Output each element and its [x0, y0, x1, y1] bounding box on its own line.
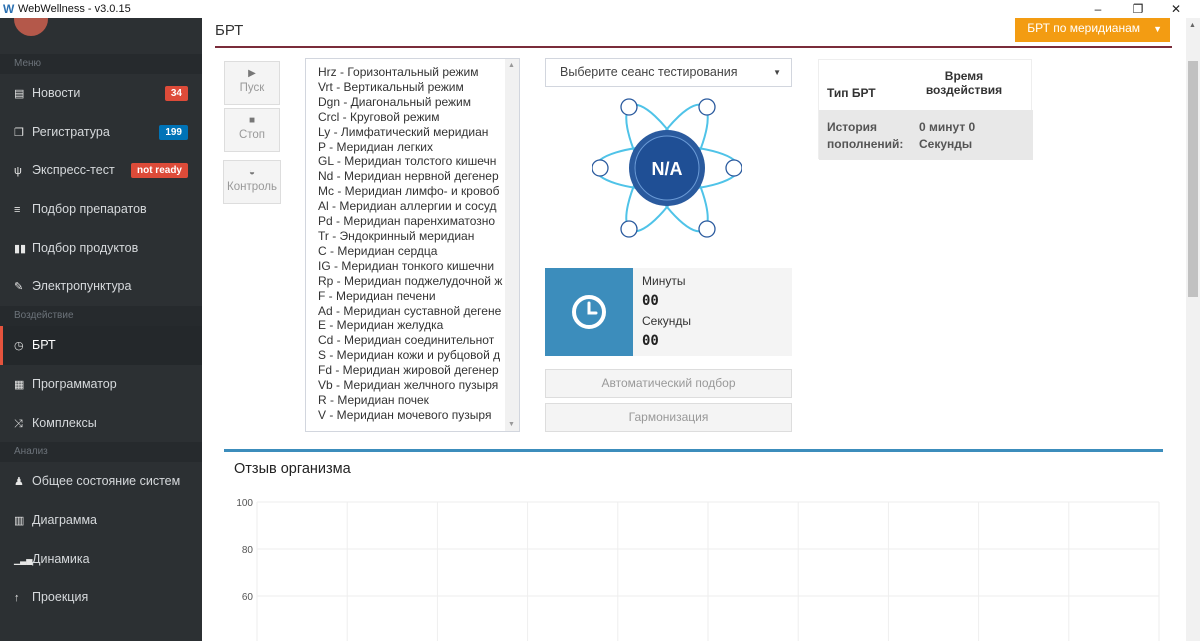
brt-mode-option[interactable]: Vrt - Вертикальный режим: [318, 79, 464, 94]
sidebar-section-menu: Меню: [0, 54, 202, 74]
sidebar-item-label: Новости: [32, 86, 81, 100]
news-count-badge: 34: [165, 86, 188, 101]
response-panel-divider: [224, 449, 1163, 452]
sidebar-item-label: Программатор: [32, 376, 117, 391]
control-button[interactable]: [223, 160, 281, 204]
sidebar-section-analysis: Анализ: [0, 442, 202, 462]
brt-mode-option[interactable]: Cd - Меридиан соединительнот: [318, 333, 495, 348]
brt-mode-option[interactable]: Crcl - Круговой режим: [318, 109, 440, 124]
auto-select-button[interactable]: Автоматический подбор: [545, 369, 792, 398]
stop-icon: ■: [248, 115, 256, 126]
table-header-time-line2: воздействия: [925, 83, 1003, 97]
brt-mode-option[interactable]: GL - Меридиан толстого кишечн: [318, 154, 497, 169]
chart-ytick-label: 100: [236, 498, 253, 509]
sidebar-item-label: Электропунктура: [32, 279, 132, 294]
sidebar-item-electropuncture[interactable]: [0, 267, 202, 306]
atom-electron: [592, 160, 608, 176]
brt-mode-option[interactable]: Pd - Меридиан паренхиматозно: [318, 214, 496, 229]
atom-electron: [726, 160, 742, 176]
brt-info-table: [818, 59, 1032, 159]
atom-electron: [621, 221, 637, 237]
session-select[interactable]: [545, 58, 792, 87]
seconds-value: 00: [642, 333, 659, 349]
sidebar-item-label: Проекция: [32, 590, 89, 605]
not-ready-badge: not ready: [131, 163, 188, 178]
brt-mode-option[interactable]: Mc - Меридиан лимфо- и кровоб: [318, 184, 500, 199]
table-row: [819, 110, 1033, 160]
scroll-up-icon[interactable]: ▲: [508, 62, 515, 69]
signal-icon: ▁▃▅: [14, 555, 33, 565]
shuffle-icon: ⤨: [14, 417, 23, 430]
sidebar-item-drugs[interactable]: [0, 190, 202, 229]
sidebar-header: [0, 18, 202, 54]
brt-mode-option[interactable]: Vb - Меридиан желчного пузыря: [318, 378, 499, 393]
cutlery-icon: ▮▮: [14, 242, 27, 255]
sidebar-item-dynamics[interactable]: [0, 540, 202, 579]
sidebar-item-system-state[interactable]: [0, 462, 202, 501]
minutes-label: Минуты: [642, 274, 686, 288]
app-logo-icon: W: [3, 2, 15, 16]
brt-mode-option[interactable]: IG - Меридиан тонкого кишечни: [318, 258, 495, 273]
brt-mode-option[interactable]: Tr - Эндокринный меридиан: [318, 228, 475, 243]
session-select-value: Выберите сеанс тестирования: [560, 65, 738, 79]
sidebar: [0, 18, 202, 641]
sidebar-item-label: Комплексы: [32, 415, 97, 430]
main-content: [202, 18, 1186, 641]
timer-panel: [545, 268, 792, 356]
table-header-time: [919, 69, 1009, 97]
sidebar-item-label: Подбор препаратов: [32, 202, 147, 217]
page-header: [202, 18, 1186, 46]
response-title: Отзыв организма: [234, 461, 351, 477]
history-value: [919, 119, 975, 153]
brt-mode-option[interactable]: Hrz - Горизонтальный режим: [318, 65, 479, 79]
atom-electron: [699, 99, 715, 115]
avatar[interactable]: [14, 18, 48, 36]
sliders-icon: ≡: [14, 204, 21, 217]
scroll-down-icon[interactable]: ▼: [508, 421, 515, 428]
registry-count-badge: 199: [159, 125, 188, 140]
brt-mode-list: [306, 59, 519, 423]
window-titlebar: [0, 0, 1200, 18]
brt-mode-option[interactable]: Nd - Меридиан нервной дегенер: [318, 169, 499, 184]
scroll-up-icon[interactable]: ▲: [1189, 22, 1196, 29]
brt-mode-option[interactable]: F - Меридиан печени: [318, 288, 436, 303]
brt-mode-option[interactable]: Dgn - Диагональный режим: [318, 94, 472, 109]
sidebar-item-label: Регистратура: [32, 124, 110, 139]
sidebar-item-label: БРТ: [32, 338, 56, 353]
sidebar-item-diagram[interactable]: [0, 501, 202, 540]
close-button[interactable]: ✕: [1170, 2, 1182, 16]
chevron-down-icon: ▼: [1153, 24, 1162, 34]
table-header-time-line1: Время: [944, 69, 984, 83]
sidebar-item-programmer[interactable]: [0, 365, 202, 404]
chart-ytick-label: 80: [241, 545, 253, 556]
sidebar-section-impact: Воздействие: [0, 306, 202, 326]
meridian-mode-dropdown-button[interactable]: [1015, 18, 1170, 42]
atom-label: N/A: [651, 159, 683, 179]
sidebar-item-label: Общее состояние систем: [32, 474, 181, 489]
brt-mode-option[interactable]: P - Меридиан легких: [318, 139, 433, 154]
sidebar-item-label: Экспресс-тест: [32, 163, 115, 178]
sidebar-item-label: Диаграмма: [32, 512, 98, 527]
window-title: WebWellness - v3.0.15: [18, 3, 131, 15]
clock-icon: ◷: [14, 340, 24, 353]
atom-status-icon: [592, 96, 742, 240]
response-chart: [224, 490, 1163, 641]
brt-mode-option[interactable]: Al - Меридиан аллергии и сосуд: [318, 199, 497, 214]
brt-mode-option[interactable]: S - Меридиан кожи и рубцовой д: [318, 348, 501, 363]
sidebar-item-products[interactable]: [0, 229, 202, 268]
atom-electron: [621, 99, 637, 115]
chevron-down-icon: ▼: [773, 68, 781, 77]
meridian-mode-label: БРТ по меридианам: [1027, 21, 1140, 35]
person-icon: ♟: [14, 476, 24, 489]
scrollbar-thumb[interactable]: [1188, 61, 1198, 297]
projection-icon: ↑: [14, 592, 20, 605]
pencil-icon: ✎: [14, 281, 24, 294]
sidebar-item-label: Динамика: [32, 551, 90, 566]
timer-icon-box: [545, 268, 633, 356]
sidebar-item-complexes[interactable]: [0, 404, 202, 443]
restore-button[interactable]: ❐: [1132, 2, 1144, 16]
brt-mode-option[interactable]: C - Меридиан сердца: [318, 243, 438, 258]
express-test-icon: ψ: [14, 165, 22, 178]
newspaper-icon: ▤: [14, 88, 25, 100]
brt-mode-option[interactable]: Ly - Лимфатический меридиан: [318, 124, 489, 139]
history-label: [827, 119, 903, 153]
brt-mode-option[interactable]: Ad - Меридиан суставной дегене: [318, 303, 502, 318]
table-header-type: Тип БРТ: [827, 86, 876, 100]
harmonize-button[interactable]: Гармонизация: [545, 403, 792, 432]
stop-button[interactable]: [224, 108, 280, 152]
stop-label: Стоп: [238, 129, 266, 141]
brt-mode-option[interactable]: V - Меридиан мочевого пузыря: [318, 407, 492, 422]
sidebar-item-registry[interactable]: [0, 113, 202, 152]
calculator-icon: ▦: [14, 378, 25, 391]
registry-icon: ❐: [14, 126, 24, 139]
listbox-scrollbar[interactable]: [505, 59, 519, 431]
header-divider: [215, 46, 1172, 48]
chart-ytick-label: 60: [241, 592, 253, 603]
control-icon: ◒: [248, 167, 256, 178]
bar-chart-icon: ▥: [14, 514, 25, 527]
history-value-line2: Секунды: [919, 137, 973, 151]
page-title: БРТ: [215, 22, 244, 39]
brt-mode-option[interactable]: Rp - Меридиан поджелудочной ж: [318, 273, 503, 288]
history-label-line2: пополнений:: [827, 137, 904, 151]
sidebar-item-label: Подбор продуктов: [32, 240, 139, 255]
sidebar-item-express-test[interactable]: [0, 151, 202, 190]
clock-icon: [545, 268, 633, 356]
brt-mode-listbox[interactable]: [305, 58, 520, 432]
history-label-line1: История: [827, 120, 878, 134]
page-scrollbar[interactable]: [1186, 18, 1200, 641]
minimize-button[interactable]: –: [1094, 2, 1102, 16]
brt-mode-option[interactable]: Fd - Меридиан жировой дегенер: [318, 363, 499, 378]
atom-electron: [699, 221, 715, 237]
brt-mode-option[interactable]: E - Меридиан желудка: [318, 318, 444, 333]
history-value-line1: 0 минут 0: [919, 120, 976, 134]
start-label: Пуск: [239, 82, 265, 94]
minutes-value: 00: [642, 293, 659, 309]
play-icon: ▶: [248, 68, 256, 79]
sidebar-item-brt[interactable]: [0, 326, 202, 365]
sidebar-item-news[interactable]: [0, 74, 202, 113]
seconds-label: Секунды: [642, 314, 691, 328]
brt-mode-option[interactable]: R - Меридиан почек: [318, 392, 429, 407]
start-button[interactable]: [224, 61, 280, 105]
control-label: Контроль: [227, 181, 277, 193]
sidebar-item-projection[interactable]: [0, 578, 202, 617]
